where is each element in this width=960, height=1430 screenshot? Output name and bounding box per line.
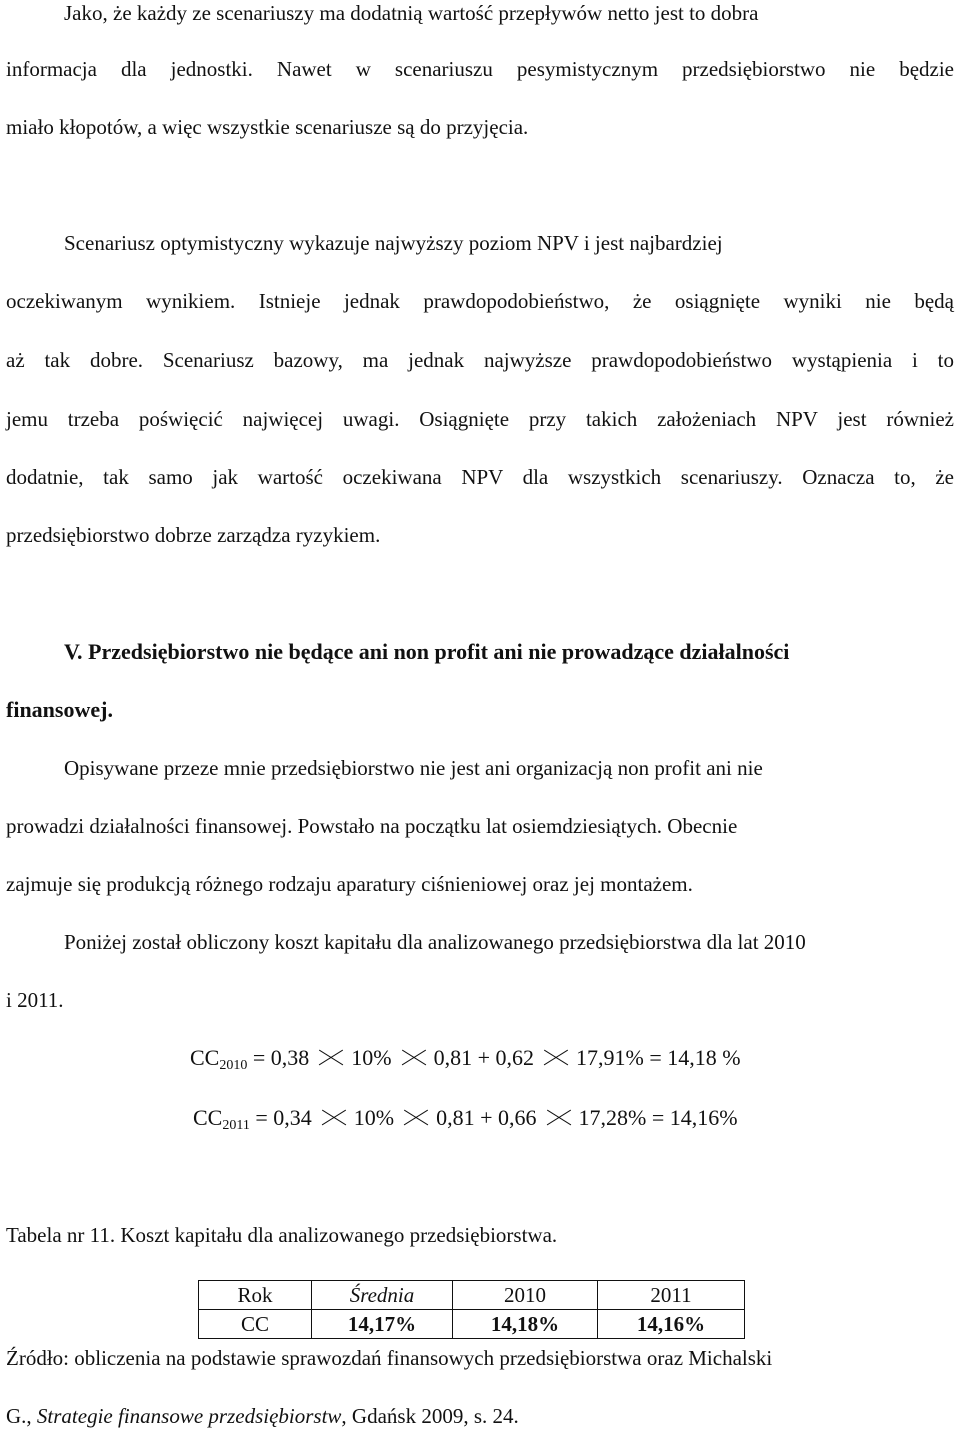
paragraph-1-line-1: Jako, że każdy ze scenariuszy ma dodatnią wartość przepływów netto jest to dobra <box>64 1 759 25</box>
table-row <box>199 1310 745 1339</box>
equation-label: CC <box>190 1045 220 1070</box>
multiply-icon <box>545 1110 571 1126</box>
header-cell-average: Średnia <box>312 1281 453 1310</box>
header-cell-year: Rok <box>199 1281 312 1310</box>
row-label-cc: CC <box>199 1310 312 1339</box>
equation-term: 17,28% = 14,16% <box>578 1105 738 1130</box>
paragraph-4-line-1: Poniżej został obliczony koszt kapitału dla analizowanego przedsiębiorstwa dla lat 2010 <box>64 930 806 954</box>
equation-term: = 0,34 <box>255 1105 312 1130</box>
equation-term: 17,91% = 14,18 % <box>576 1045 741 1070</box>
paragraph-2-line-1: Scenariusz optymistyczny wykazuje najwyższy poziom NPV i jest najbardziej <box>64 231 723 255</box>
section-heading-line-1: V. Przedsiębiorstwo nie będące ani non profit ani nie prowadzące działalności <box>64 639 790 664</box>
equation-term: 10% <box>351 1045 392 1070</box>
equation-year: 2011 <box>222 1118 250 1133</box>
source-line-1: Źródło: obliczenia na podstawie sprawozdań finansowych przedsiębiorstwa oraz Michalski <box>6 1346 773 1370</box>
paragraph-2-line-4: jemu trzeba poświęcić najwięcej uwagi. Osiągnięte przy takich założeniach NPV jest również <box>6 407 954 431</box>
paragraph-2-line-3: aż tak dobre. Scenariusz bazowy, ma jednak najwyższe prawdopodobieństwo wystąpienia i to <box>6 348 954 372</box>
multiply-icon <box>542 1050 568 1066</box>
section-heading-line-2: finansowej. <box>6 697 113 722</box>
paragraph-3-line-3: zajmuje się produkcją różnego rodzaju aparatury ciśnieniowej oraz jej montażem. <box>6 872 693 896</box>
equation-term: = 0,38 <box>252 1045 310 1070</box>
equation-year: 2010 <box>219 1058 248 1073</box>
paragraph-2-line-2: oczekiwanym wynikiem. Istnieje jednak prawdopodobieństwo, że osiągnięte wyniki nie będą <box>6 289 954 313</box>
source-prefix: G., <box>6 1404 37 1428</box>
equation-cc-2011 <box>193 1104 738 1140</box>
equation-label: CC <box>193 1105 223 1130</box>
paragraph-4-line-2: i 2011. <box>6 988 64 1012</box>
header-cell-2010: 2010 <box>453 1281 598 1310</box>
paragraph-1-line-2: informacja dla jednostki. Nawet w scenariuszu pesymistycznym przedsiębiorstwo nie będzie <box>6 57 954 81</box>
paragraph-3-line-2: prowadzi działalności finansowej. Powstało na początku lat osiemdziesiątych. Obecnie <box>6 814 738 838</box>
table-header-row <box>199 1281 745 1310</box>
multiply-icon <box>402 1110 428 1126</box>
equation-term: 0,81 + 0,66 <box>436 1105 537 1130</box>
value-2011: 14,16% <box>598 1310 745 1339</box>
paragraph-2-line-5: dodatnie, tak samo jak wartość oczekiwana NPV dla wszystkich scenariuszy. Oznacza to, że <box>6 465 954 489</box>
equation-term: 0,81 + 0,62 <box>433 1045 535 1070</box>
source-suffix: , Gdańsk 2009, s. 24. <box>341 1404 519 1428</box>
paragraph-1-line-3: miało kłopotów, a więc wszystkie scenariusze są do przyjęcia. <box>6 115 529 139</box>
multiply-icon <box>317 1050 343 1066</box>
multiply-icon <box>320 1110 346 1126</box>
cost-of-capital-table <box>198 1280 745 1339</box>
value-2010: 14,18% <box>453 1310 598 1339</box>
paragraph-2-line-6: przedsiębiorstwo dobrze zarządza ryzykiem. <box>6 523 381 547</box>
source-title: Strategie finansowe przedsiębiorstw <box>36 1404 342 1428</box>
equation-term: 10% <box>353 1105 395 1130</box>
paragraph-3-line-1: Opisywane przeze mnie przedsiębiorstwo nie jest ani organizacją non profit ani nie <box>64 756 763 780</box>
multiply-icon <box>400 1050 426 1066</box>
equation-cc-2010 <box>190 1044 741 1080</box>
header-cell-2011: 2011 <box>598 1281 745 1310</box>
table-caption: Tabela nr 11. Koszt kapitału dla analizowanego przedsiębiorstwa. <box>6 1223 558 1247</box>
value-average: 14,17% <box>312 1310 453 1339</box>
source-line-2 <box>6 1403 954 1429</box>
